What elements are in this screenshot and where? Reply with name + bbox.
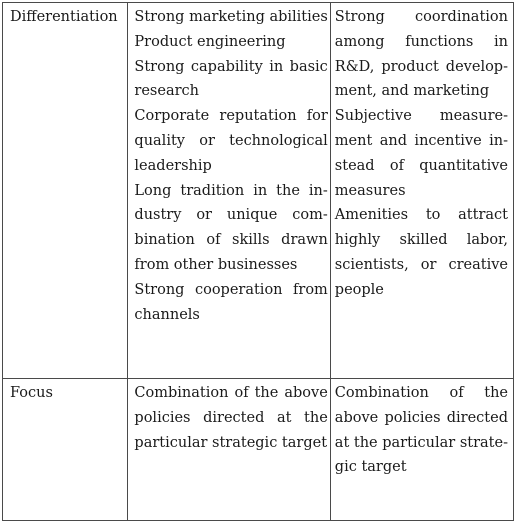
strategy-cell — [3, 379, 128, 521]
requirements-line: R&D, product develop- — [334, 58, 508, 75]
strategy-cell — [3, 3, 128, 379]
skills-line: from other businesses — [134, 256, 298, 273]
skills-line: policies directed at the — [134, 409, 328, 426]
requirements-cell — [330, 3, 513, 379]
skills-line: research — [134, 83, 199, 100]
requirements-line: ment, and marketing — [334, 83, 490, 100]
skills-cell — [128, 3, 330, 379]
requirements-line: Combination of the — [334, 385, 508, 401]
requirements-line: Amenities to attract — [334, 207, 508, 224]
strategy-requirements-table — [2, 2, 514, 521]
requirements-line: at the particular strate- — [334, 434, 508, 451]
skills-cell — [128, 379, 330, 521]
skills-line: quality or technological — [134, 132, 328, 149]
requirements-line: ment and incentive in- — [334, 132, 508, 149]
skills-line: bination of skills drawn — [134, 232, 328, 249]
skills-line: Product engineering — [134, 33, 286, 50]
requirements-line: among functions in — [334, 33, 508, 50]
skills-line: dustry or unique com- — [134, 207, 328, 224]
requirements-line: Strong coordination — [334, 9, 508, 25]
skills-line: Strong marketing abilities — [134, 9, 328, 25]
skills-line: Strong cooperation from — [134, 281, 328, 298]
skills-line: Long tradition in the in- — [134, 182, 328, 199]
requirements-line: people — [334, 281, 384, 298]
strategy-label: Differentiation — [10, 9, 118, 25]
skills-line: particular strategic target — [134, 434, 328, 451]
strategy-label: Focus — [10, 385, 53, 401]
requirements-line: above policies directed — [334, 409, 508, 426]
skills-line: Strong capability in basic — [134, 58, 328, 75]
skills-line: Corporate reputation for — [134, 108, 328, 125]
requirements-line: measures — [334, 182, 406, 199]
table-row-focus — [3, 379, 514, 521]
requirements-line: gic target — [334, 459, 407, 476]
skills-line: Combination of the above — [134, 385, 328, 401]
requirements-cell — [330, 379, 513, 521]
skills-line: channels — [134, 306, 200, 323]
table-row-differentiation — [3, 3, 514, 379]
skills-line: leadership — [134, 157, 212, 174]
requirements-line: highly skilled labor, — [334, 232, 508, 249]
requirements-line: stead of quantitative — [334, 157, 508, 174]
requirements-line: scientists, or creative — [334, 256, 508, 273]
requirements-line: Subjective measure- — [334, 108, 508, 125]
